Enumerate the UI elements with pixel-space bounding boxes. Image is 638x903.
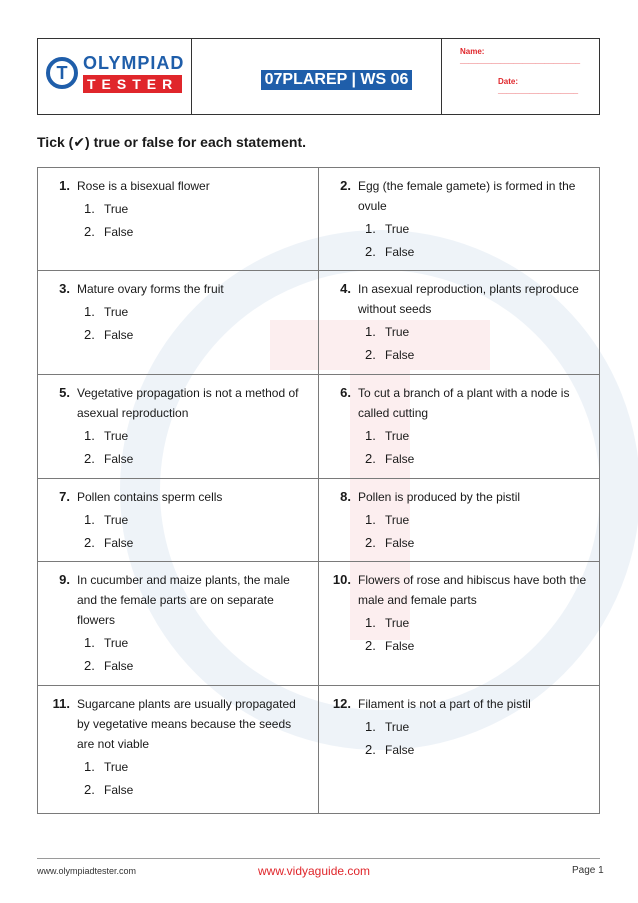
olympiad-tester-logo <box>46 53 186 97</box>
option-true[interactable]: 1. True <box>84 512 129 527</box>
footer-watermark-link[interactable]: www.vidyaguide.com <box>258 864 371 878</box>
footer-site-link[interactable]: www.olympiadtester.com <box>37 866 137 876</box>
table-row <box>38 271 600 375</box>
table-row <box>38 562 600 686</box>
code-cell <box>192 39 442 114</box>
question-text: Egg (the female gamete) is formed in the ovule <box>358 179 576 213</box>
question-cell <box>319 271 600 375</box>
table-row <box>38 686 600 814</box>
option-false[interactable]: 2. False <box>365 347 415 362</box>
option-true[interactable]: 1. True <box>365 512 410 527</box>
question-number: 10. <box>332 572 351 587</box>
option-true[interactable]: 1. True <box>84 759 129 774</box>
option-true[interactable]: 1. True <box>84 304 129 319</box>
logo-line2: TESTER <box>83 75 182 93</box>
question-text: To cut a branch of a plant with a node is called cutting <box>358 386 570 420</box>
option-true[interactable]: 1. True <box>365 221 410 236</box>
question-number: 2. <box>340 178 351 193</box>
question-text: Filament is not a part of the pistil <box>358 697 531 711</box>
name-field[interactable]: Name: ___________________________ <box>460 47 581 65</box>
question-text: In asexual reproduction, plants reproduce without seeds <box>358 282 579 316</box>
worksheet-code: 07PLAREP | WS 06 <box>261 70 413 90</box>
question-text: Vegetative propagation is not a method of asexual reproduction <box>77 386 299 420</box>
option-false[interactable]: 2. False <box>365 638 415 653</box>
question-number: 7. <box>59 489 70 504</box>
question-cell <box>319 562 600 686</box>
date-field[interactable]: Date: __________________ <box>498 77 579 95</box>
question-number: 9. <box>59 572 70 587</box>
table-row <box>38 375 600 479</box>
question-cell <box>319 375 600 479</box>
question-cell <box>38 479 319 562</box>
questions-table <box>37 167 600 814</box>
question-cell <box>38 686 319 814</box>
question-number: 12. <box>332 696 351 711</box>
question-cell <box>38 375 319 479</box>
question-number: 3. <box>59 281 70 296</box>
question-number: 4. <box>340 281 351 296</box>
question-text: Mature ovary forms the fruit <box>77 282 224 296</box>
logo-circle-icon: T <box>46 57 78 89</box>
question-cell <box>319 479 600 562</box>
question-cell <box>38 271 319 375</box>
option-true[interactable]: 1. True <box>365 615 410 630</box>
question-text: Pollen contains sperm cells <box>77 490 223 504</box>
option-true[interactable]: 1. True <box>365 324 410 339</box>
table-row <box>38 168 600 271</box>
question-cell <box>38 168 319 271</box>
question-number: 8. <box>340 489 351 504</box>
logo-line1: OLYMPIAD <box>83 53 185 73</box>
option-true[interactable]: 1. True <box>365 428 410 443</box>
question-text: Rose is a bisexual flower <box>77 179 210 193</box>
name-date-cell <box>442 39 599 114</box>
option-true[interactable]: 1. True <box>84 428 129 443</box>
option-false[interactable]: 2. False <box>84 451 134 466</box>
option-false[interactable]: 2. False <box>84 535 134 550</box>
question-text: In cucumber and maize plants, the male and the female parts are on separate flowers <box>77 573 290 627</box>
option-false[interactable]: 2. False <box>365 451 415 466</box>
table-row <box>38 479 600 562</box>
option-true[interactable]: 1. True <box>365 719 410 734</box>
option-true[interactable]: 1. True <box>84 201 129 216</box>
logo-cell <box>38 39 192 114</box>
question-cell <box>319 168 600 271</box>
option-false[interactable]: 2. False <box>84 224 134 239</box>
question-cell <box>319 686 600 814</box>
instruction: Tick (✔) true or false for each statement. <box>37 134 306 150</box>
question-number: 11. <box>52 696 70 711</box>
option-false[interactable]: 2. False <box>365 535 415 550</box>
option-false[interactable]: 2. False <box>84 327 134 342</box>
page-number: Page 1 <box>572 865 604 876</box>
question-cell <box>38 562 319 686</box>
question-number: 5. <box>59 385 70 400</box>
question-number: 1. <box>59 178 70 193</box>
option-false[interactable]: 2. False <box>84 782 134 797</box>
footer-divider <box>37 858 600 859</box>
option-true[interactable]: 1. True <box>84 635 129 650</box>
question-text: Pollen is produced by the pistil <box>358 490 521 504</box>
question-text: Sugarcane plants are usually propagated by vegetative means because the seeds are not viable <box>77 697 296 751</box>
option-false[interactable]: 2. False <box>365 244 415 259</box>
worksheet-header <box>37 38 600 115</box>
option-false[interactable]: 2. False <box>365 742 415 757</box>
question-text: Flowers of rose and hibiscus have both the male and female parts <box>358 573 587 607</box>
option-false[interactable]: 2. False <box>84 658 134 673</box>
question-number: 6. <box>340 385 351 400</box>
